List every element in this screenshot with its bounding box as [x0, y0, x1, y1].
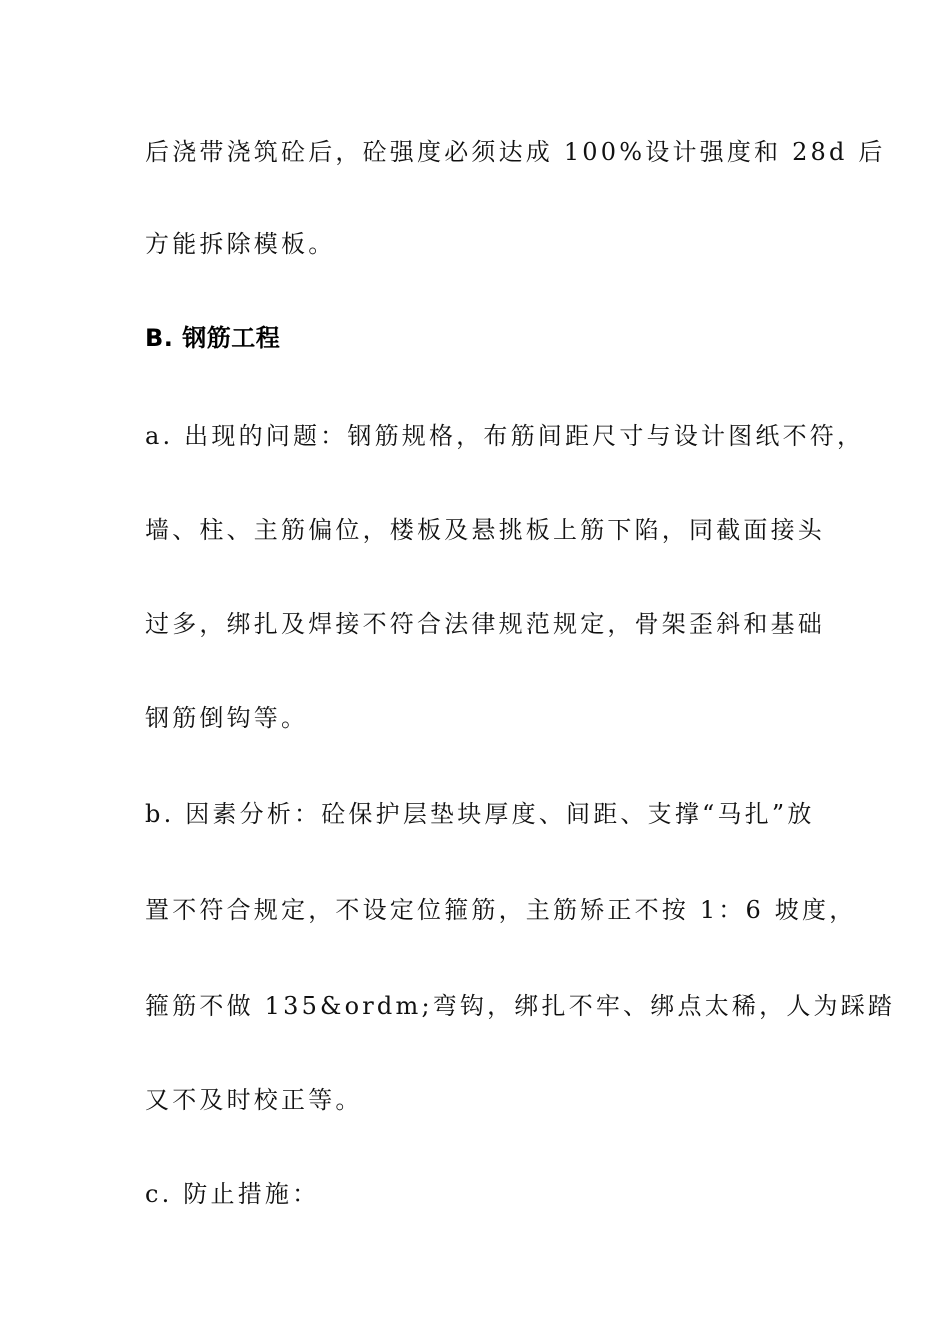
- item-c-line-1: c. 防止措施：: [145, 1180, 320, 1208]
- item-b-line-3: 箍筋不做 135&ordm;弯钩，绑扎不牢、绑点太稀，人为踩踏: [145, 992, 896, 1020]
- item-a-line-3: 过多，绑扎及焊接不符合法律规范规定，骨架歪斜和基础: [145, 610, 825, 638]
- item-a-line-4: 钢筋倒钩等。: [145, 704, 309, 732]
- paragraph-1-line-1: 后浇带浇筑砼后，砼强度必须达成 100%设计强度和 28d 后: [145, 138, 886, 166]
- item-b-line-1: b. 因素分析：砼保护层垫块厚度、间距、支撑“马扎”放: [145, 800, 815, 828]
- item-a-line-2: 墙、柱、主筋偏位，楼板及悬挑板上筋下陷，同截面接头: [145, 516, 825, 544]
- item-a-line-1: a. 出现的问题：钢筋规格，布筋间距尺寸与设计图纸不符，: [145, 422, 865, 450]
- item-b-line-2: 置不符合规定，不设定位箍筋，主筋矫正不按 1：6 坡度，: [145, 896, 857, 924]
- paragraph-1-line-2: 方能拆除模板。: [145, 230, 336, 258]
- section-heading: B. 钢筋工程: [145, 324, 281, 352]
- item-b-line-4: 又不及时校正等。: [145, 1086, 363, 1114]
